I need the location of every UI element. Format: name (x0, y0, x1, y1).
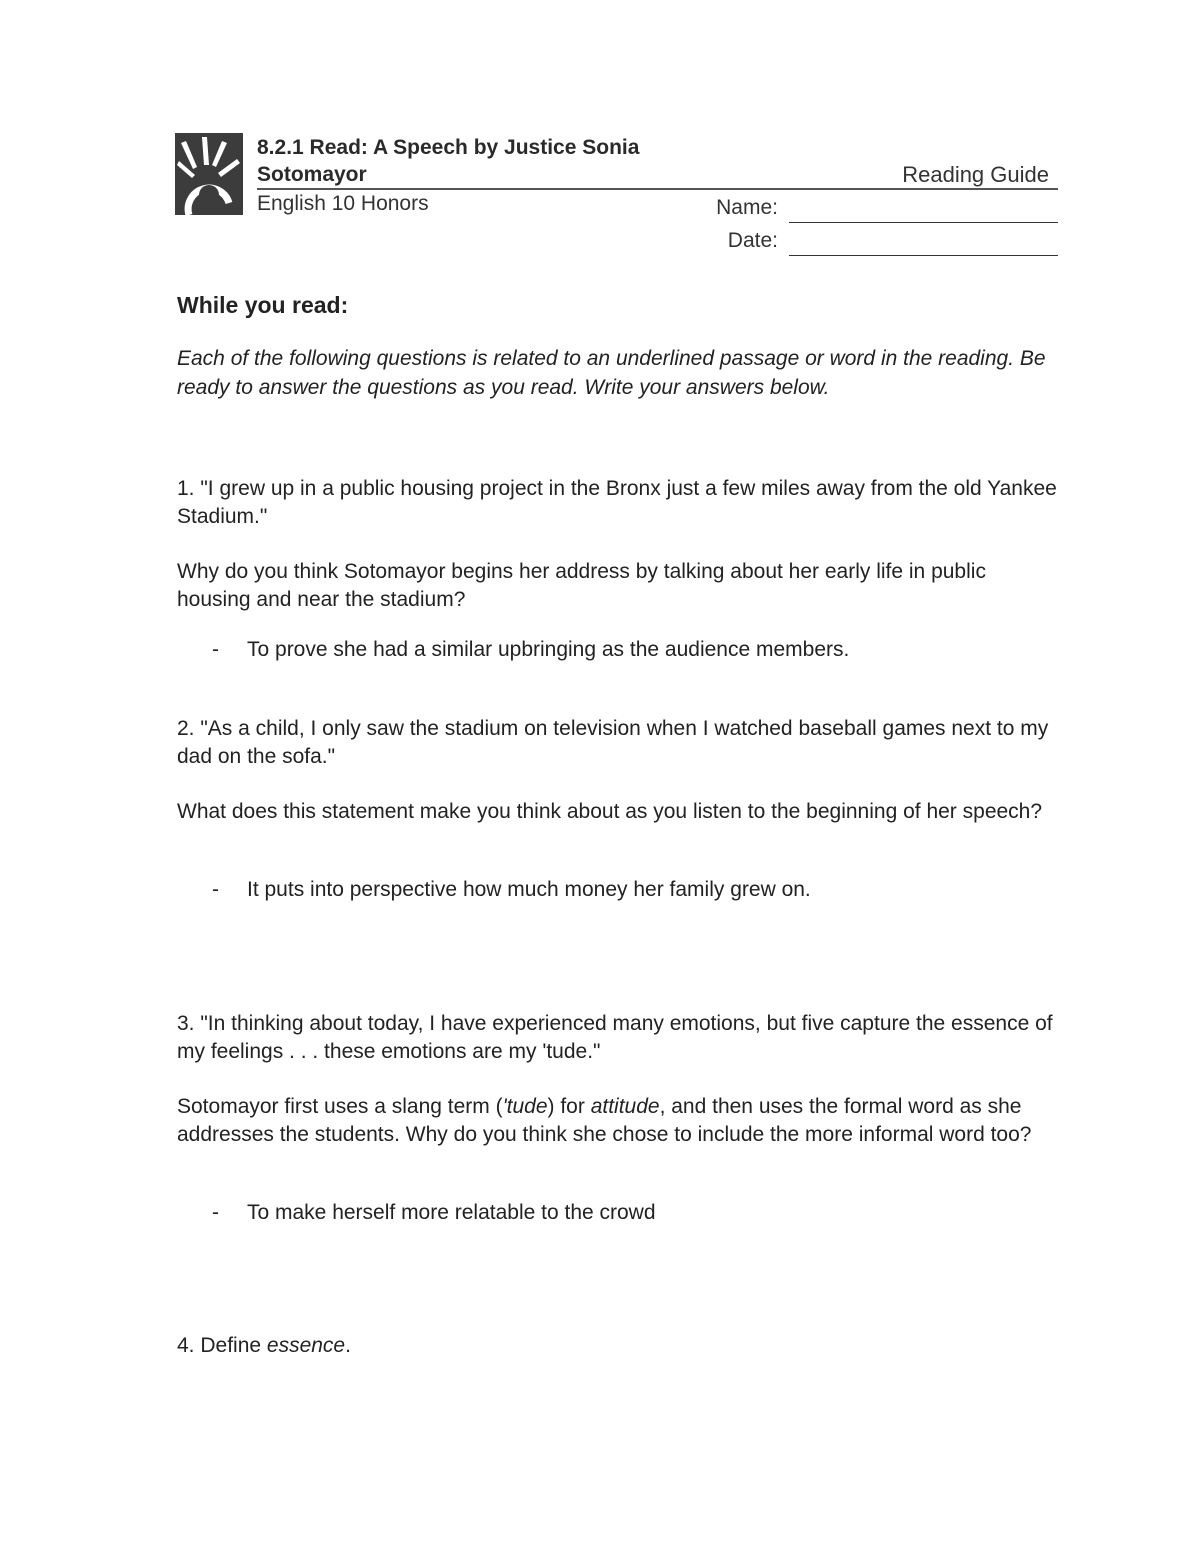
date-label: Date: (727, 229, 778, 252)
bullet-dash: - (212, 638, 219, 661)
prompt-text: 4. Define (177, 1334, 267, 1357)
question-2-prompt: What does this statement make you think about as you listen to the beginning of her speech? (177, 800, 1043, 823)
question-1-prompt: Why do you think Sotomayor begins her address by talking about her early life in public housing and near the stadium? (177, 560, 986, 611)
question-2-quote: 2. "As a child, I only saw the stadium on television when I watched baseball games next to my dad on the sofa." (177, 717, 1049, 768)
question-3-prompt (177, 1093, 1062, 1149)
question-4-quote (177, 1332, 1062, 1360)
instructions-text: Each of the following questions is related to an underlined passage or word in the reading. Be ready to answer the questions as you read. Write your answers below. (177, 347, 1046, 399)
bullet-dash: - (212, 1201, 219, 1224)
prompt-text: ) for (547, 1095, 591, 1118)
question-3-answer (212, 1199, 1062, 1227)
document-title-line-1: 8.2.1 Read: A Speech by Justice Sonia (257, 136, 640, 159)
answer-text: It puts into perspective how much money her family grew on. (247, 878, 811, 901)
prompt-text: Sotomayor first uses a slang term ( (177, 1095, 503, 1118)
question-2-answer (212, 876, 1062, 904)
question-1-quote: 1. "I grew up in a public housing project in the Bronx just a few miles away from the old Yankee Stadium." (177, 477, 1057, 528)
defined-word: essence (266, 1334, 346, 1357)
date-field[interactable] (789, 255, 1058, 256)
sunburst-logo-icon (175, 133, 243, 215)
prompt-text: . (345, 1334, 351, 1357)
name-label: Name: (716, 196, 778, 219)
name-field[interactable] (789, 222, 1058, 223)
question-1-answer (212, 636, 1062, 664)
slang-term: 'tude (502, 1095, 548, 1118)
document-title-line-2: Sotomayor (257, 163, 367, 186)
answer-text: To prove she had a similar upbringing as the audience members. (247, 638, 850, 661)
section-heading: While you read: (177, 292, 349, 318)
reading-guide-label: Reading Guide (902, 162, 1049, 187)
course-name: English 10 Honors (257, 192, 429, 215)
bullet-dash: - (212, 878, 219, 901)
formal-word: attitude (590, 1095, 660, 1118)
question-3-quote: 3. "In thinking about today, I have experienced many emotions, but five capture the essence of my feelings . . . these emotions are my 'tude." (177, 1012, 1053, 1063)
prompt-text: , and then uses the formal word as she addresses the students. Why do you think she chose to include the more informal word too? (177, 1095, 1032, 1146)
header-divider (257, 188, 1058, 190)
answer-text: To make herself more relatable to the crowd (247, 1201, 656, 1224)
